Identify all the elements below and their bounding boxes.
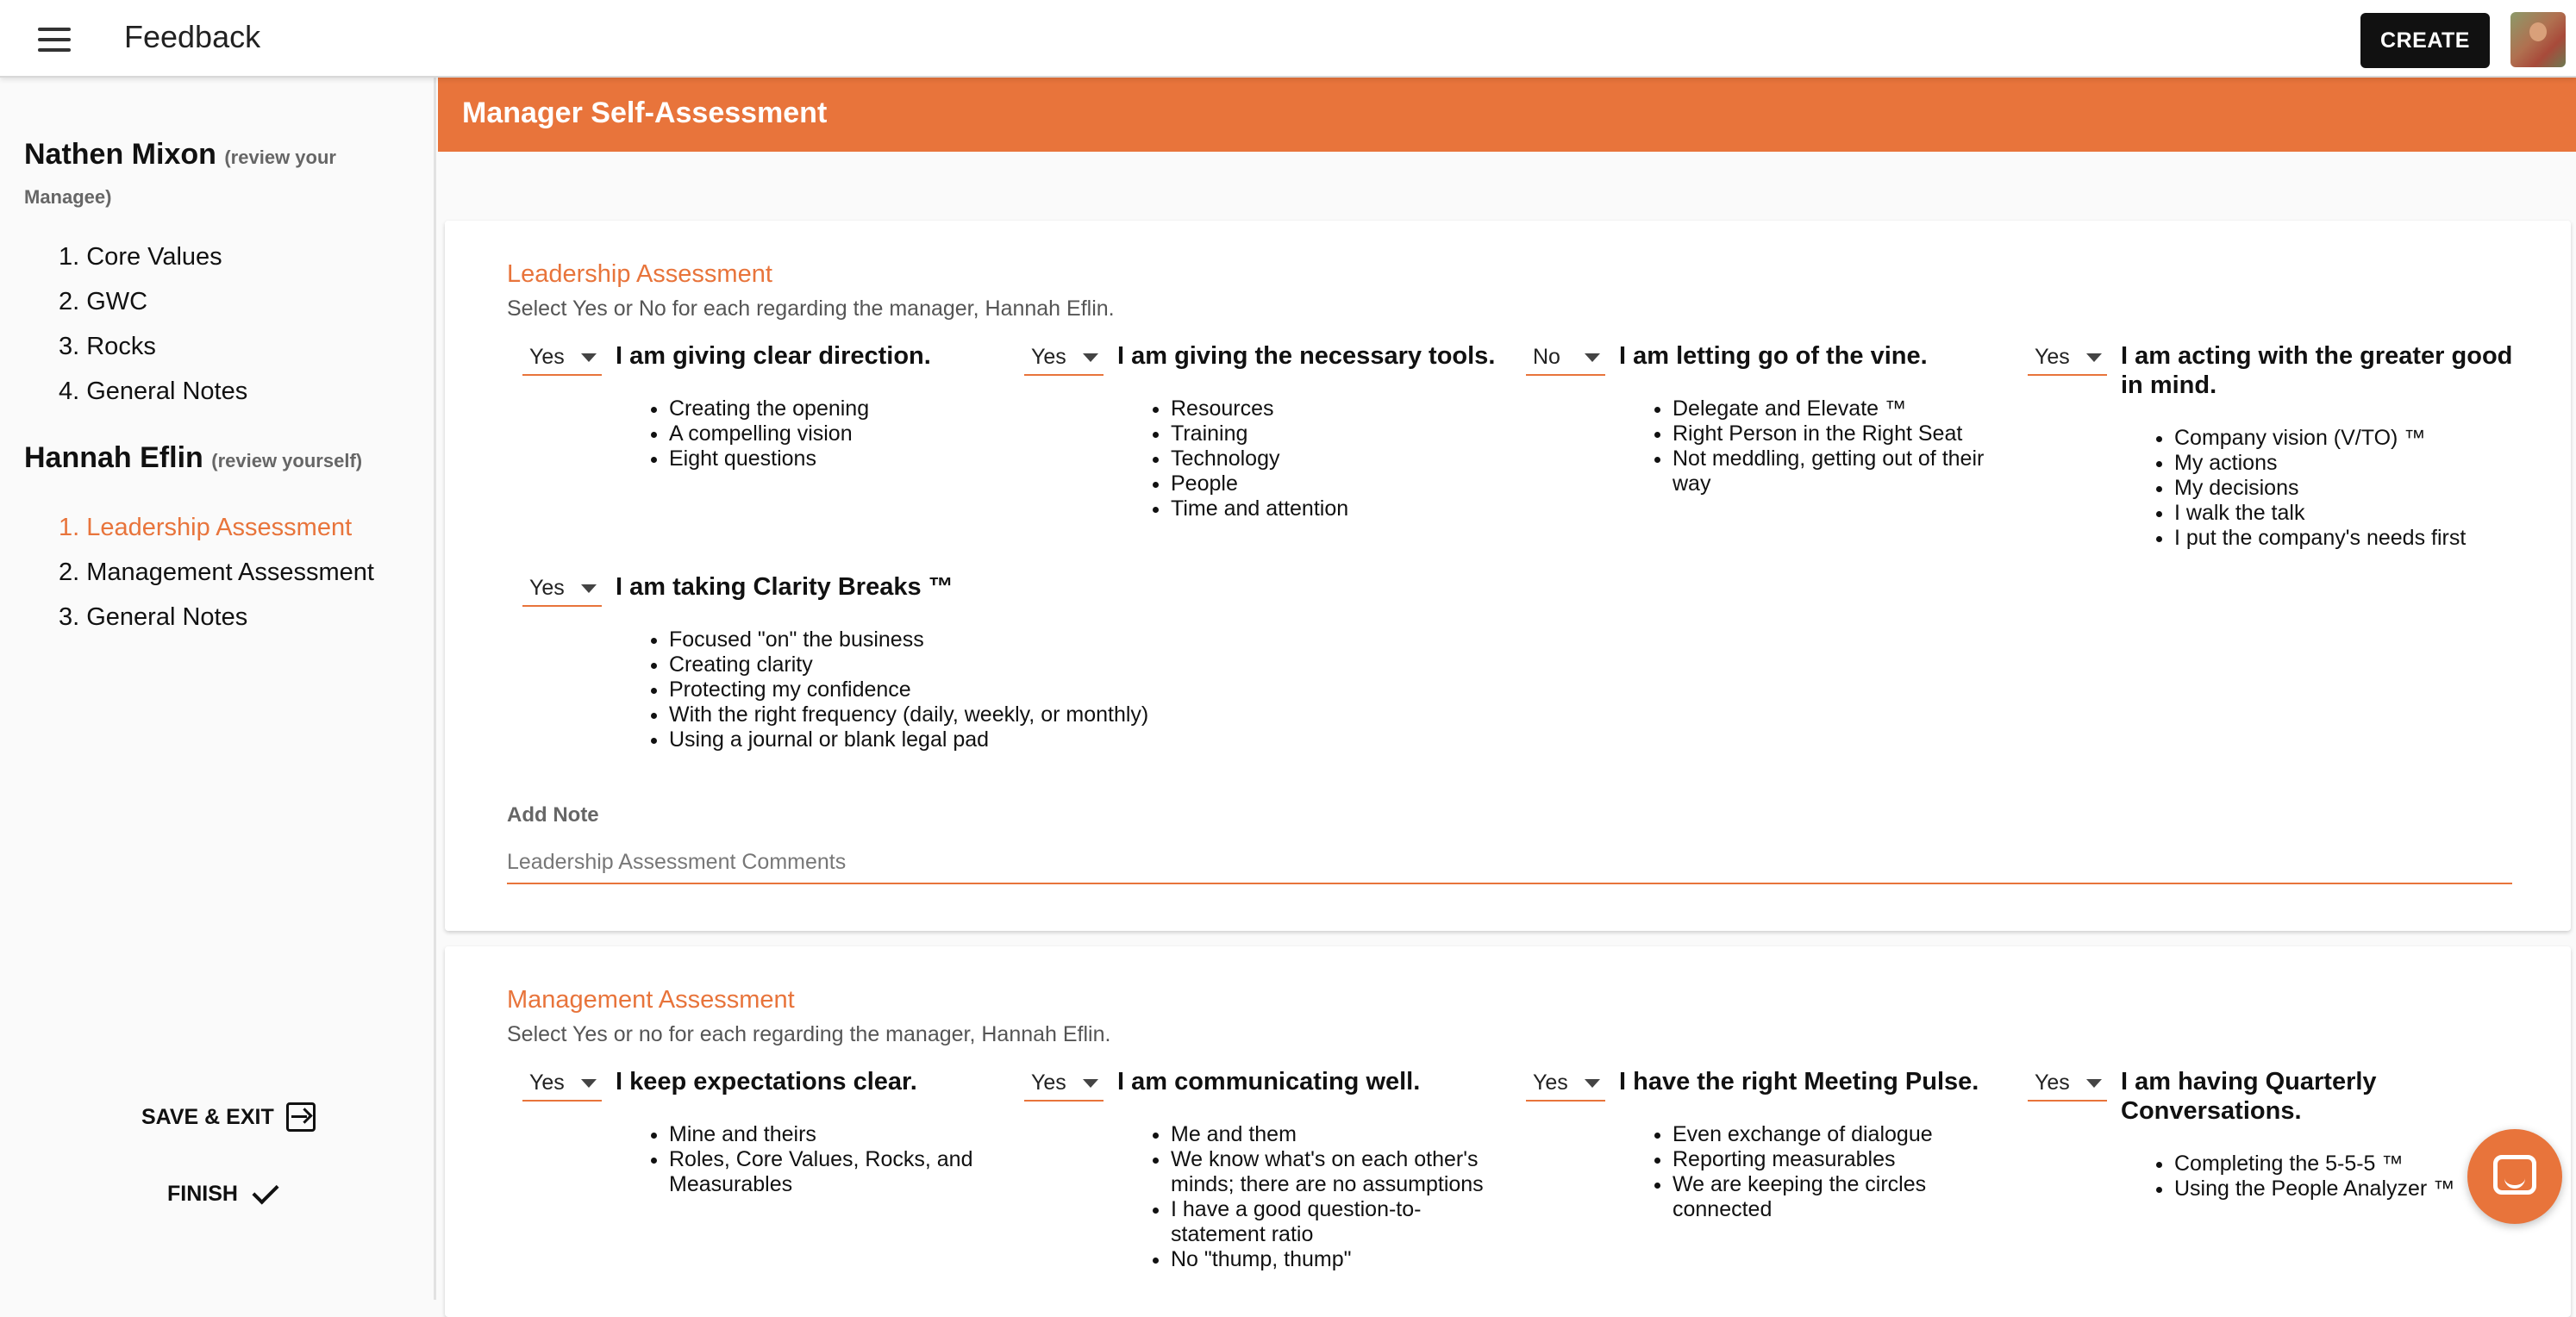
answer-select[interactable]: Yes [2028, 343, 2107, 376]
caret-down-icon [581, 1079, 597, 1088]
reviewee-header [24, 440, 362, 479]
sidebar-item-leadership-assessment[interactable]: 1. Leadership Assessment [59, 514, 353, 541]
answer-select[interactable]: Yes [522, 1069, 602, 1102]
question-bullets: • Mine and theirs • Roles, Core Values, Rocks, and Measurables [648, 1122, 1010, 1197]
reviewee-name: Nathen Mixon [24, 138, 216, 171]
finish-label: FINISH [167, 1182, 238, 1206]
caret-down-icon [1585, 353, 1600, 362]
sidebar-item-gwc[interactable]: 2. GWC [59, 288, 148, 315]
caret-down-icon [2086, 353, 2102, 362]
sidebar [0, 78, 436, 1300]
question-title: I am having Quarterly Conversations. [2121, 1068, 2377, 1125]
sidebar-item-general-notes[interactable]: 4. General Notes [59, 378, 248, 405]
management-assessment-card [445, 946, 2571, 1317]
save-exit-button[interactable] [136, 1102, 321, 1133]
question-bullets: • Creating the opening • A compelling vision • Eight questions [648, 396, 1010, 471]
section-subtitle: Select Yes or no for each regarding the manager, Hannah Eflin. [507, 1022, 1111, 1046]
leadership-comments-input[interactable] [507, 841, 2512, 884]
answer-select[interactable]: Yes [1526, 1069, 1605, 1102]
app-title: Feedback [124, 19, 261, 54]
answer-select[interactable]: Yes [522, 343, 602, 376]
finish-button[interactable] [162, 1181, 278, 1208]
sidebar-item-core-values[interactable]: 1. Core Values [59, 243, 222, 271]
question-title: I am taking Clarity Breaks ™ [616, 573, 953, 601]
question-title: I am communicating well. [1117, 1068, 1421, 1095]
chat-bubble-icon [2493, 1155, 2536, 1195]
page-title: Manager Self-Assessment [462, 97, 828, 129]
question-title: I am acting with the greater good in mind. [2121, 342, 2513, 399]
reviewee-note: (review your Managee) [24, 147, 336, 208]
question-bullets: • Me and them • We know what's on each other's minds; there are no assumptions • I have a good question-to-statement ratio • No "thump, thump" [1150, 1122, 1512, 1272]
caret-down-icon [2086, 1079, 2102, 1088]
page-header [438, 78, 2576, 152]
leadership-assessment-card [445, 221, 2571, 931]
question-title: I am letting go of the vine. [1619, 342, 1928, 370]
exit-arrow-icon [286, 1102, 316, 1132]
question-title: I am giving clear direction. [616, 342, 931, 370]
question-bullets: • Delegate and Elevate ™ • Right Person in the Right Seat • Not meddling, getting out of their way [1652, 396, 2014, 496]
save-exit-label: SAVE & EXIT [141, 1104, 274, 1129]
app-bar [0, 0, 2576, 78]
reviewee-note: (review yourself) [211, 450, 363, 471]
caret-down-icon [1083, 353, 1098, 362]
add-note-label: Add Note [507, 803, 599, 827]
question-title: I have the right Meeting Pulse. [1619, 1068, 1979, 1095]
hamburger-menu-icon[interactable] [38, 28, 71, 52]
sidebar-item-rocks[interactable]: 3. Rocks [59, 333, 156, 360]
section-title: Leadership Assessment [507, 260, 772, 288]
reviewee-section-list [59, 234, 247, 414]
answer-select[interactable]: Yes [522, 574, 602, 607]
sidebar-item-general-notes[interactable]: 3. General Notes [59, 603, 248, 631]
question-bullets: • Even exchange of dialogue • Reporting measurables • We are keeping the circles connected [1652, 1122, 2014, 1222]
section-title: Management Assessment [507, 986, 795, 1014]
checkmark-icon [252, 1177, 278, 1204]
section-subtitle: Select Yes or No for each regarding the manager, Hannah Eflin. [507, 296, 1115, 321]
caret-down-icon [1585, 1079, 1600, 1088]
reviewee-section-list [59, 505, 374, 640]
question-bullets: • Focused "on" the business • Creating clarity • Protecting my confidence • With the right frequency (daily, weekly, or monthly) • Using a journal or blank legal pad [648, 627, 1200, 752]
question-title: I keep expectations clear. [616, 1068, 917, 1095]
reviewee-name: Hannah Eflin [24, 441, 203, 474]
caret-down-icon [581, 584, 597, 593]
user-avatar[interactable] [2510, 12, 2566, 67]
answer-select[interactable]: Yes [2028, 1069, 2107, 1102]
chat-launcher-button[interactable] [2467, 1129, 2562, 1224]
caret-down-icon [1083, 1079, 1098, 1088]
answer-select[interactable]: No [1526, 343, 1605, 376]
answer-select[interactable]: Yes [1024, 1069, 1104, 1102]
sidebar-item-management-assessment[interactable]: 2. Management Assessment [59, 559, 374, 586]
question-title: I am giving the necessary tools. [1117, 342, 1496, 370]
caret-down-icon [581, 353, 597, 362]
question-bullets: • Company vision (V/TO) ™ • My actions • My decisions • I walk the talk • I put the company's needs first [2154, 426, 2516, 551]
reviewee-header [24, 136, 403, 215]
question-bullets: • Resources • Training • Technology • People • Time and attention [1150, 396, 1512, 521]
answer-select[interactable]: Yes [1024, 343, 1104, 376]
question-bullets: • Completing the 5-5-5 ™ • Using the People Analyzer ™ [2154, 1152, 2516, 1202]
create-button[interactable]: CREATE [2360, 13, 2490, 68]
